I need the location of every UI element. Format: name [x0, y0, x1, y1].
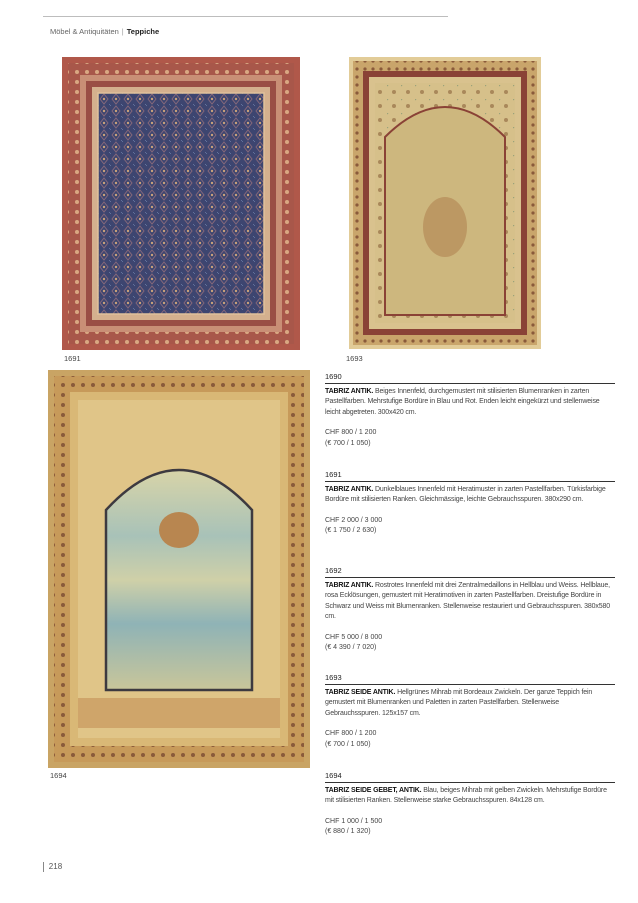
breadcrumb-category: Teppiche: [126, 27, 160, 36]
lot-number: 1693: [325, 673, 615, 685]
page-number-text: 218: [48, 862, 63, 872]
lot-title: TABRIZ ANTIK.: [325, 388, 374, 395]
lot-description: [325, 786, 615, 807]
rug-image-1693: [345, 57, 545, 349]
price-chf: CHF 5 000 / 8 000: [325, 633, 383, 641]
lot-price: [325, 516, 615, 537]
lot-title: TABRIZ SEIDE GEBET, ANTIK.: [325, 787, 422, 794]
page-number-bar: [43, 862, 44, 872]
lot-text: Beiges Innenfeld, durchgemustert mit stilisierten Blumenranken in zarten Pastellfarben. Mehrstufige Bordüre in Blau und Rot. Enden leicht eingekürzt und stellenweise leicht abgetreten. 300x420 cm.: [325, 388, 600, 416]
price-chf: CHF 2 000 / 3 000: [325, 516, 383, 524]
lot-number: 1691: [325, 470, 615, 482]
price-eur: (€ 4 390 / 7 020): [325, 644, 377, 652]
lot-title: TABRIZ ANTIK.: [325, 582, 374, 589]
lot-price: [325, 729, 615, 750]
rug-image-tabriz-silk-prayer-icon: [48, 370, 310, 768]
breadcrumb-section: Möbel & Antiquitäten: [50, 27, 119, 36]
rug-image-1691: [62, 57, 300, 350]
lot-text: Hellgrünes Mihrab mit Bordeaux Zwickeln. Der ganze Teppich fein gemustert mit Blumenranken und Paletten in zarten Pastellfarben. Stellenweise Gebrauchsspuren. 125x157 cm.: [325, 689, 593, 717]
lot-number: 1692: [325, 566, 615, 578]
page-number: [43, 862, 62, 872]
price-chf: CHF 1 000 / 1 500: [325, 817, 383, 825]
lot-number: 1694: [325, 771, 615, 783]
lot-description: [325, 688, 615, 719]
price-eur: (€ 880 / 1 320): [325, 828, 371, 836]
lot-text: Blau, beiges Mihrab mit gelben Zwickeln. Mehrstufige Bordüre mit stilisierten Ranken. Stellenweise starke Gebrauchsspuren. 84x128 cm.: [325, 787, 607, 805]
lot-entry: [325, 470, 615, 537]
breadcrumb: [50, 27, 159, 36]
breadcrumb-separator: |: [121, 27, 124, 36]
lot-title: TABRIZ SEIDE ANTIK.: [325, 689, 396, 696]
lot-description: [325, 485, 615, 506]
lot-text: Dunkelblaues Innenfeld mit Heratimuster in zarten Pastellfarben. Türkisfarbige Bordüre mit stilisierten Ranken. Gleichmässige, leichte Gebrauchsspuren. 380x290 cm.: [325, 486, 606, 504]
price-chf: CHF 800 / 1 200: [325, 429, 377, 437]
lot-title: TABRIZ ANTIK.: [325, 486, 374, 493]
lot-text: Rostrotes Innenfeld mit drei Zentralmedaillons in Hellblau und Weiss. Hellblaue, rosa Ecklösungen, gemustert mit Heratimotiven in zarten Pastellfarben. Dreistufige Bordüre in Schwarz und Weiss mit Blumenranken. Stellenweise restauriert und Gebrauchsspuren. 380x580 cm.: [325, 582, 610, 621]
image-label-1691: 1691: [64, 354, 81, 363]
lot-entry: [325, 771, 615, 838]
price-eur: (€ 700 / 1 050): [325, 439, 371, 447]
lot-entry: [325, 673, 615, 750]
image-label-1694: 1694: [50, 771, 67, 780]
lot-price: [325, 633, 615, 654]
lot-entry: [325, 372, 615, 449]
lot-price: [325, 428, 615, 449]
header-rule: [43, 16, 448, 17]
lot-description: [325, 387, 615, 418]
lot-price: [325, 817, 615, 838]
price-eur: (€ 700 / 1 050): [325, 740, 371, 748]
image-label-1693: 1693: [346, 354, 363, 363]
rug-image-tabriz-silk-green-icon: [345, 57, 545, 349]
lot-description: [325, 581, 615, 623]
lot-entry: [325, 566, 615, 653]
rug-image-tabriz-dark-blue-icon: [62, 57, 300, 350]
rug-image-1694: [48, 370, 310, 768]
lot-number: 1690: [325, 372, 615, 384]
price-chf: CHF 800 / 1 200: [325, 730, 377, 738]
price-eur: (€ 1 750 / 2 630): [325, 527, 377, 535]
